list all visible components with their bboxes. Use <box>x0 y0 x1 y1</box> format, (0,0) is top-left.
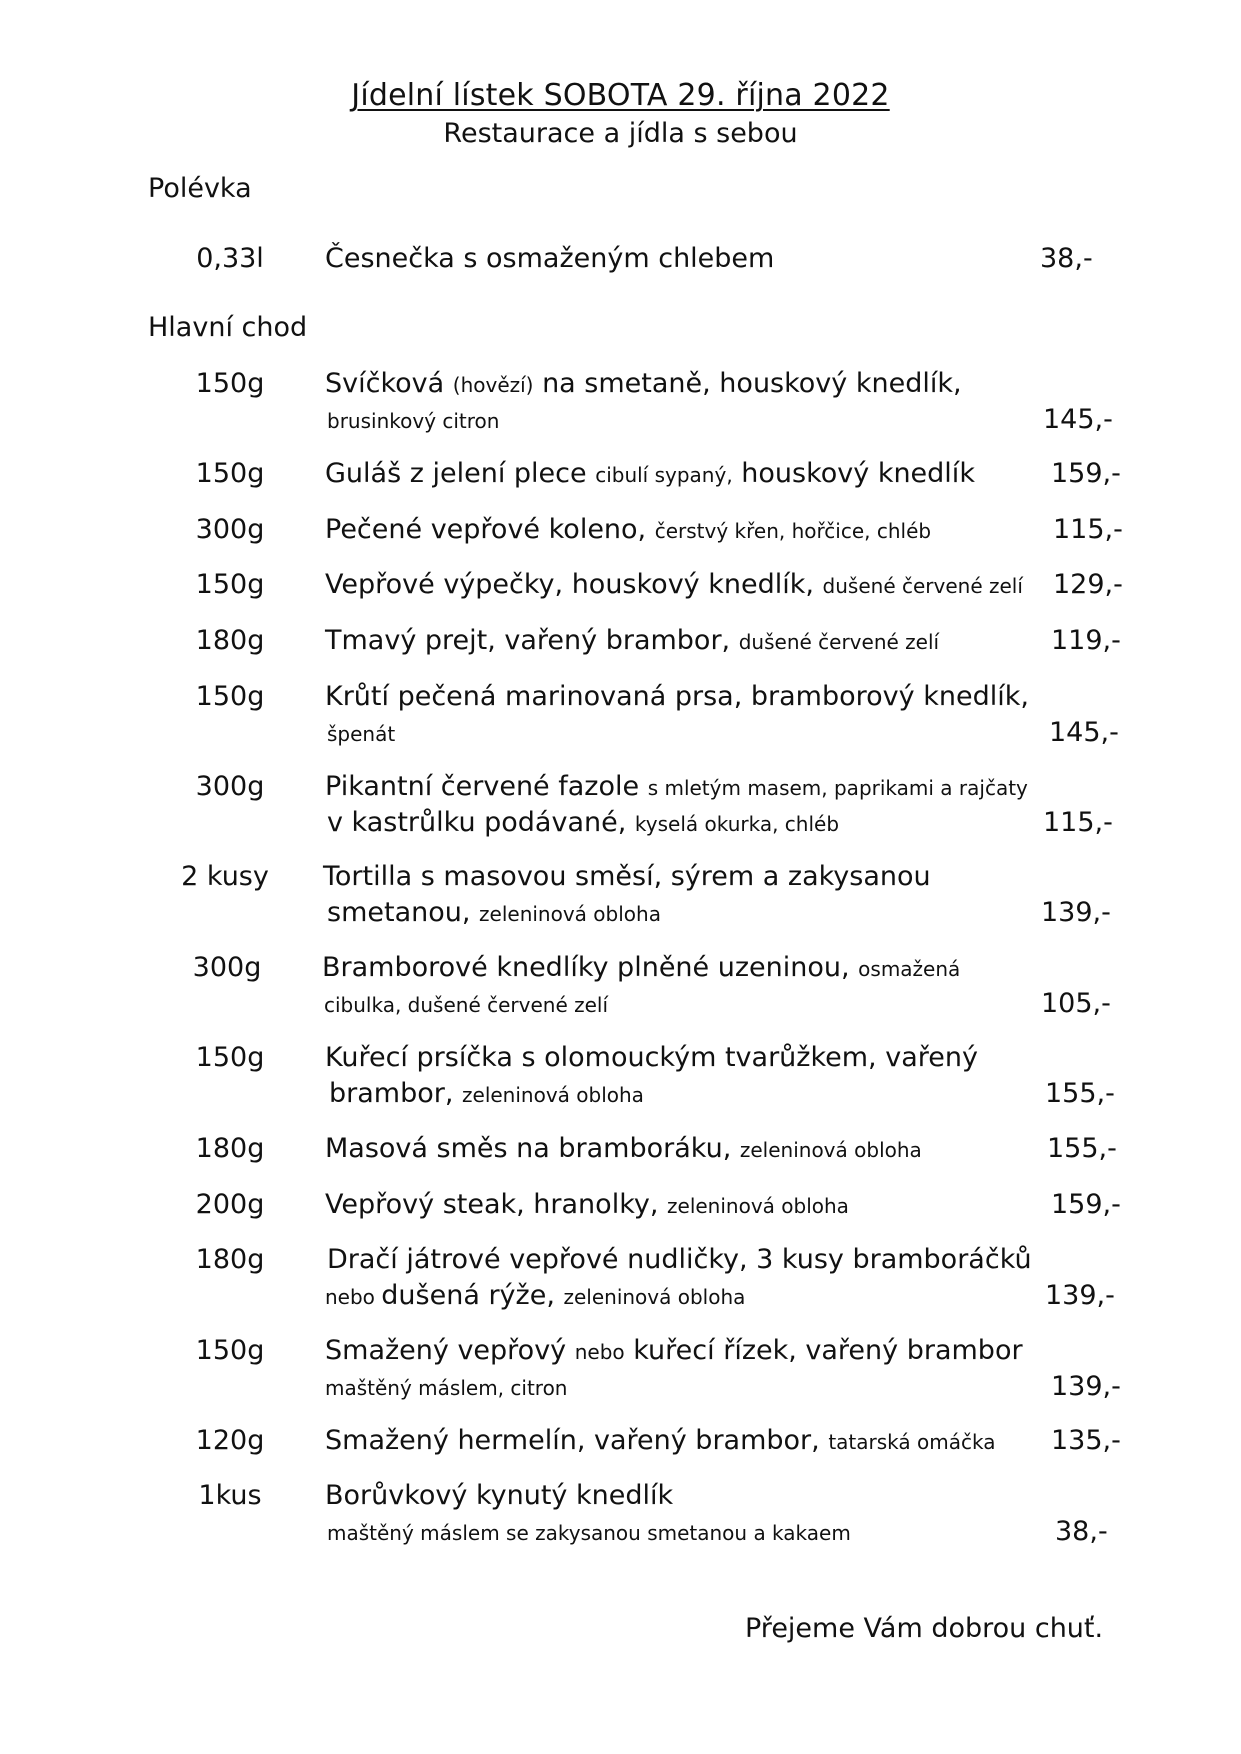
item-name-line2: smetanou, zeleninová obloha <box>327 897 661 928</box>
item-quantity: 2 kusy <box>181 861 269 892</box>
item-name: Guláš z jelení plece cibulí sypaný, houskový knedlík <box>325 458 975 489</box>
menu-item <box>0 366 1241 446</box>
item-name: Borůvkový kynutý knedlík <box>325 1480 674 1511</box>
item-price: 145,- <box>1049 717 1119 748</box>
item-price: 135,- <box>1051 1425 1121 1456</box>
item-name: Smažený vepřový nebo kuřecí řízek, vařený brambor <box>325 1335 1023 1366</box>
item-description: maštěný máslem, citron <box>325 1376 568 1400</box>
item-name: Dračí játrové vepřové nudličky, 3 kusy bramboráčků <box>327 1244 1032 1275</box>
item-quantity: 180g <box>195 625 265 656</box>
item-price: 115,- <box>1053 514 1123 545</box>
item-name-line2: nebo dušená rýže, zeleninová obloha <box>325 1280 746 1311</box>
menu-title: Jídelní lístek SOBOTA 29. října 2022 <box>351 78 890 113</box>
item-name: Kuřecí prsíčka s olomouckým tvarůžkem, vařený <box>325 1042 978 1073</box>
item-quantity: 150g <box>195 458 265 489</box>
item-price: 155,- <box>1047 1133 1117 1164</box>
item-quantity: 300g <box>195 771 265 802</box>
item-quantity: 300g <box>195 514 265 545</box>
item-price: 105,- <box>1041 988 1111 1019</box>
item-name: Tortilla s masovou směsí, sýrem a zakysanou <box>323 861 931 892</box>
item-description: brusinkový citron <box>327 409 500 433</box>
item-quantity: 150g <box>195 1335 265 1366</box>
item-description: cibulka, dušené červené zelí <box>324 993 609 1017</box>
menu-item <box>0 1242 1241 1322</box>
menu-item <box>0 859 1241 939</box>
item-quantity: 0,33l <box>196 243 264 274</box>
item-quantity: 1kus <box>198 1480 262 1511</box>
item-price: 129,- <box>1053 569 1123 600</box>
item-price: 145,- <box>1043 404 1113 435</box>
item-price: 139,- <box>1051 1371 1121 1402</box>
item-name: Svíčková (hovězí) na smetaně, houskový knedlík, <box>325 368 962 399</box>
item-description: maštěný máslem se zakysanou smetanou a kakaem <box>327 1521 851 1545</box>
item-quantity: 180g <box>195 1244 265 1275</box>
section-heading-soup: Polévka <box>148 173 252 204</box>
section-heading-main: Hlavní chod <box>148 312 308 343</box>
item-description: špenát <box>327 722 396 746</box>
menu-subtitle: Restaurace a jídla s sebou <box>443 118 798 149</box>
item-name: Smažený hermelín, vařený brambor, tatarská omáčka <box>325 1425 996 1456</box>
item-quantity: 300g <box>192 952 262 983</box>
item-quantity: 150g <box>195 569 265 600</box>
item-name: Česnečka s osmaženým chlebem <box>325 243 775 274</box>
closing-wish: Přejeme Vám dobrou chuť. <box>745 1613 1104 1644</box>
item-name: Tmavý prejt, vařený brambor, dušené červené zelí <box>325 625 940 656</box>
menu-item <box>0 1040 1241 1120</box>
menu-item <box>0 950 1241 1030</box>
item-price: 159,- <box>1051 1189 1121 1220</box>
item-name-line2: brambor, zeleninová obloha <box>329 1078 644 1109</box>
item-name: Pikantní červené fazole s mletým masem, paprikami a rajčaty <box>325 771 1028 802</box>
item-name: Vepřový steak, hranolky, zeleninová obloha <box>325 1189 849 1220</box>
item-quantity: 200g <box>195 1189 265 1220</box>
item-quantity: 150g <box>195 681 265 712</box>
menu-item <box>0 769 1241 849</box>
item-name-line2: v kastrůlku podávané, kyselá okurka, chléb <box>327 807 840 838</box>
menu-item <box>0 679 1241 759</box>
item-quantity: 150g <box>195 368 265 399</box>
item-price: 139,- <box>1041 897 1111 928</box>
item-price: 38,- <box>1040 243 1093 274</box>
menu-item <box>0 1333 1241 1413</box>
item-name: Masová směs na bramboráku, zeleninová obloha <box>325 1133 922 1164</box>
item-price: 38,- <box>1055 1516 1108 1547</box>
item-name: Vepřové výpečky, houskový knedlík, dušené červené zelí <box>325 569 1023 600</box>
item-name: Pečené vepřové koleno, čerstvý křen, hořčice, chléb <box>325 514 932 545</box>
menu-item <box>0 1478 1241 1558</box>
item-name: Bramborové knedlíky plněné uzeninou, osmažená <box>322 952 961 983</box>
item-quantity: 180g <box>195 1133 265 1164</box>
item-name: Krůtí pečená marinovaná prsa, bramborový knedlík, <box>325 681 1029 712</box>
item-price: 119,- <box>1051 625 1121 656</box>
item-price: 115,- <box>1043 807 1113 838</box>
item-price: 139,- <box>1045 1280 1115 1311</box>
menu-item <box>0 241 1241 321</box>
item-quantity: 120g <box>195 1425 265 1456</box>
item-price: 155,- <box>1045 1078 1115 1109</box>
item-quantity: 150g <box>195 1042 265 1073</box>
item-price: 159,- <box>1051 458 1121 489</box>
